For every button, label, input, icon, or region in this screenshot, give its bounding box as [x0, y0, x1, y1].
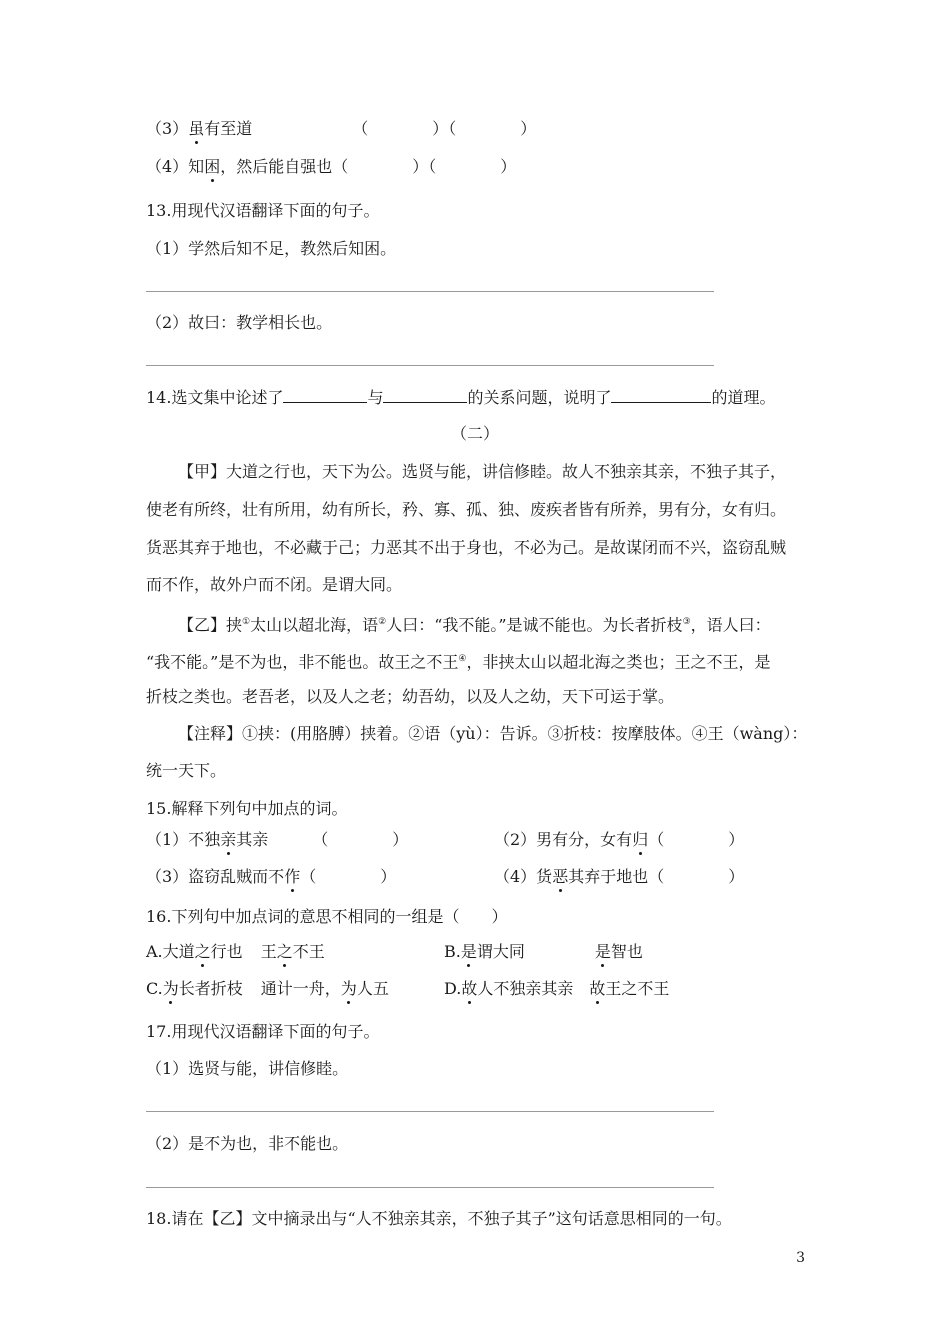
q15-item-1 — [146, 829, 408, 851]
q13-sentence-1: （1）学然后知不足，教然后知困。 — [146, 239, 397, 258]
q17-answer-line-1[interactable] — [146, 1111, 714, 1112]
q15-stem: 15.解释下列句中加点的词。 — [146, 799, 348, 818]
q14-text-1: 14.选文集中论述了 — [146, 388, 284, 407]
passage-yi-text-1c: 人曰：“我不能。”是诚不能也。为长者折枝 — [386, 615, 683, 635]
q16-option-c-prefix: C. — [146, 979, 163, 998]
q16-option-b-text-3: 智也 — [610, 942, 643, 961]
passage-jia-line-3: 货恶其弃于地也，不必藏于己；力恶其不出于身也，不必为己。是故谋闭而不兴，盗窃乱贼 — [146, 538, 787, 557]
q14-blank-3[interactable] — [611, 386, 711, 403]
q14-blank-2[interactable] — [383, 386, 467, 403]
q14-text-4: 的道理。 — [711, 388, 776, 407]
q12-item-3-dotted-word: 虽 — [188, 119, 205, 138]
passage-jia-line-1: 【甲】大道之行也，天下为公。选贤与能，讲信修睦。故人不独亲其亲，不独子其子， — [178, 462, 787, 481]
q12-item-3-text: 有至道 — [204, 119, 253, 138]
q16-option-a-prefix: A.大道 — [146, 942, 195, 961]
q16-option-a-text-2: 王 — [260, 942, 277, 961]
q16-option-a-text-3: 不王 — [292, 942, 325, 961]
q12-item-3-answer-blanks[interactable]: （ ）（ ） — [352, 119, 537, 138]
q16-option-b-dotted-1: 是 — [460, 942, 477, 961]
q15-item-4 — [494, 866, 744, 888]
passage-yi-text-1a: 【乙】挟 — [178, 615, 243, 635]
q13-answer-line-1[interactable] — [146, 291, 714, 292]
q16-option-c-text-3: 人五 — [356, 979, 389, 998]
q16-option-b-dotted-2: 是 — [594, 942, 611, 961]
passage-jia-line-2: 使老有所终，壮有所用，幼有所长，矜、寡、孤、独、废疾者皆有所养，男有分，女有归。 — [146, 500, 787, 519]
q15-item-1-text: 其亲 — [236, 830, 269, 849]
passage-yi-line-2 — [146, 648, 770, 673]
passage-yi-text-1b: 太山以超北海，语 — [250, 615, 379, 635]
q16-option-d-dotted-1: 故 — [461, 979, 478, 998]
q15-item-2 — [494, 829, 744, 851]
q15-item-4-text: 其弃于地也 — [568, 867, 649, 886]
q14-text-2: 与 — [367, 388, 384, 407]
q14-stem — [146, 386, 776, 409]
footnote-marker-1: ① — [242, 617, 251, 627]
q16-option-d-prefix: D. — [444, 979, 462, 998]
q15-item-3-answer[interactable]: （ ） — [300, 867, 397, 886]
q12-item-4-prefix: （4）知 — [146, 157, 205, 176]
q13-sentence-2: （2）故曰：教学相长也。 — [146, 313, 333, 332]
footnote-marker-2: ② — [378, 617, 387, 627]
q15-item-2-dotted-word: 归 — [632, 830, 649, 849]
page-number: 3 — [796, 1250, 805, 1266]
q15-item-4-answer[interactable]: （ ） — [648, 867, 745, 886]
q16-option-d-text-3: 王之不王 — [605, 979, 670, 998]
q15-item-2-answer[interactable]: （ ） — [648, 830, 745, 849]
q15-item-1-dotted-word: 亲 — [220, 830, 237, 849]
q17-stem: 17.用现代汉语翻译下面的句子。 — [146, 1022, 380, 1041]
q16-option-c[interactable] — [146, 978, 389, 1000]
q16-option-d-text-1: 人不独亲其亲 — [477, 979, 574, 998]
passage-yi-text-1d: ，语人曰： — [690, 615, 771, 635]
q15-item-1-answer[interactable]: （ ） — [312, 830, 409, 849]
q15-item-1-prefix: （1）不独 — [146, 830, 221, 849]
q16-option-b-text-1: 谓大同 — [476, 942, 525, 961]
q17-answer-line-2[interactable] — [146, 1187, 714, 1188]
q12-item-4-text: ，然后能自强也 — [220, 157, 333, 176]
q15-item-3-dotted-word: 作 — [284, 867, 301, 886]
q12-item-3-prefix: （3） — [146, 119, 189, 138]
notes-line-1: 【注释】①挟：(用胳膊）挟着。②语（yù）：告诉。③折枝：按摩肢体。④王（wàng）： — [178, 724, 808, 743]
q17-sentence-1: （1）选贤与能，讲信修睦。 — [146, 1059, 349, 1078]
q16-option-c-dotted-1: 为 — [162, 979, 179, 998]
passage-yi-line-1 — [178, 611, 771, 636]
q12-item-4-answer-blanks[interactable]: （ ）（ ） — [332, 157, 517, 176]
q16-option-c-text-2: 通计一舟， — [260, 979, 341, 998]
q12-item-3 — [146, 118, 536, 140]
q16-option-a-dotted-1: 之 — [194, 942, 211, 961]
q15-item-2-prefix: （2）男有分，女有 — [494, 830, 633, 849]
q16-stem: 16.下列句中加点词的意思不相同的一组是（ ） — [146, 907, 508, 926]
q18-stem: 18.请在【乙】文中摘录出与“人不独亲其亲，不独子其子”这句话意思相同的一句。 — [146, 1209, 732, 1228]
q14-blank-1[interactable] — [283, 386, 367, 403]
q16-option-b-prefix: B. — [444, 942, 461, 961]
q16-option-b[interactable] — [444, 941, 643, 963]
q15-item-3 — [146, 866, 396, 888]
footnote-marker-4: ④ — [458, 654, 467, 664]
q17-sentence-2: （2）是不为也，非不能也。 — [146, 1134, 349, 1153]
passage-jia-line-4: 而不作，故外户而不闭。是谓大同。 — [146, 575, 403, 594]
q15-item-3-prefix: （3）盗窃乱贼而不 — [146, 867, 285, 886]
q16-option-a-text-1: 行也 — [210, 942, 243, 961]
notes-line-2: 统一天下。 — [146, 761, 227, 780]
q13-answer-line-2[interactable] — [146, 365, 714, 366]
q15-item-4-prefix: （4）货 — [494, 867, 553, 886]
passage-yi-line-3: 折枝之类也。老吾老，以及人之老；幼吾幼，以及人之幼，天下可运于掌。 — [146, 687, 675, 706]
q12-item-4 — [146, 156, 516, 178]
q16-option-a-dotted-2: 之 — [276, 942, 293, 961]
section-heading: （二） — [450, 424, 499, 443]
q16-option-d-dotted-2: 故 — [589, 979, 606, 998]
passage-yi-text-2a: “我不能。”是不为也，非不能也。故王之不王 — [146, 652, 459, 672]
q13-stem: 13.用现代汉语翻译下面的句子。 — [146, 201, 380, 220]
q12-item-4-dotted-word: 困 — [204, 157, 221, 176]
q16-option-c-dotted-2: 为 — [340, 979, 357, 998]
q14-text-3: 的关系问题，说明了 — [467, 388, 612, 407]
q16-option-a[interactable] — [146, 941, 325, 963]
footnote-marker-3: ③ — [682, 617, 691, 627]
q16-option-c-text-1: 长者折枝 — [178, 979, 243, 998]
q15-item-4-dotted-word: 恶 — [552, 867, 569, 886]
q16-option-d[interactable] — [444, 978, 669, 1000]
passage-yi-text-2b: ，非挟太山以超北海之类也；王之不王，是 — [466, 652, 771, 672]
